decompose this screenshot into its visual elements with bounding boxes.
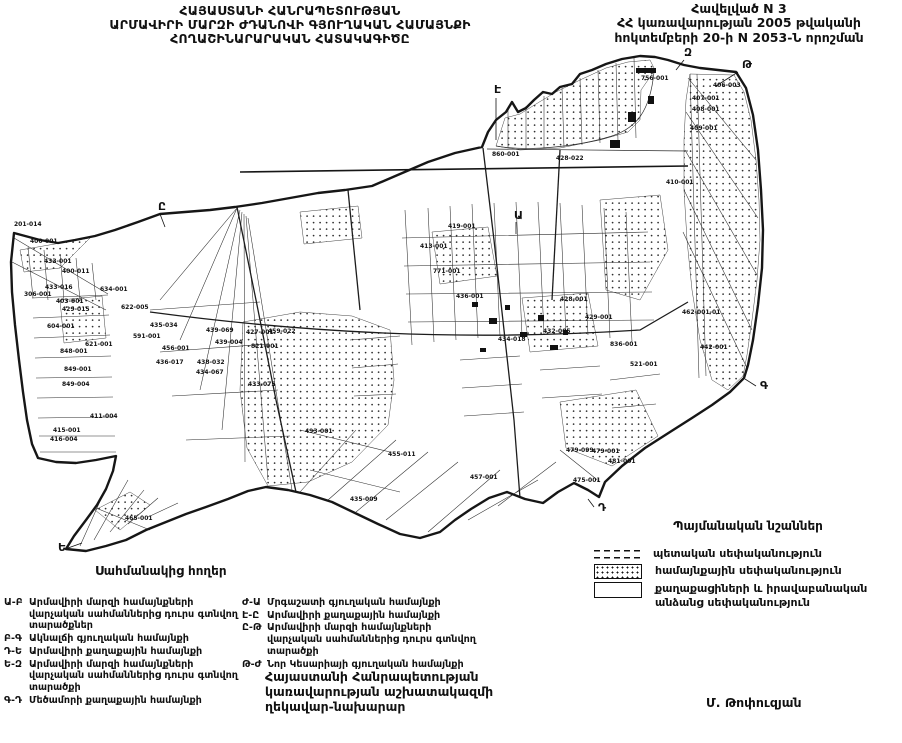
parcel-label: 756-001	[641, 75, 669, 82]
parcel-label: 409-001	[690, 125, 718, 132]
adjacent-item-text: Արմավիրի մարզի համայնքների վարչական սահմաններից դուրս գտնվող տարածքի	[29, 658, 238, 693]
map-title	[88, 4, 492, 46]
boundary-code: Թ-Ժ	[242, 658, 262, 670]
parcel-label: 428-001	[560, 296, 588, 303]
office-line-1: Հայաստանի Հանրապետության	[265, 669, 479, 684]
parcel-label: 406-003	[713, 82, 741, 89]
adjacent-item	[4, 659, 242, 694]
legend-item-state	[594, 547, 902, 561]
parcel-label: 429-001	[585, 314, 613, 321]
parcel-label: 435-009	[350, 496, 378, 503]
boundary-letter: Է	[494, 83, 502, 96]
parcel-label: 439-069	[206, 327, 234, 334]
parcel-label: 435-034	[150, 322, 178, 329]
parcel-label: 439-004	[215, 339, 243, 346]
adjacent-item	[4, 695, 242, 707]
parcel-label: 455-011	[388, 451, 416, 458]
adjacent-item-text: Արմավիրի քաղաքային համայնքի	[267, 609, 441, 621]
boundary-letter: Զ	[684, 46, 693, 59]
parcel-label: 433-001	[44, 258, 72, 265]
letter-connectors	[68, 60, 756, 548]
parcel-lines	[12, 58, 758, 546]
boundary-letter: Ը	[158, 200, 166, 213]
parcel-label: 475-001	[573, 477, 601, 484]
signatory-name: Մ. Թոփուզյան	[706, 695, 802, 710]
parcel-label: 465-001	[125, 515, 153, 522]
parcel-label: 306-001	[24, 291, 52, 298]
legend-item-label: պետական սեփականություն	[653, 547, 822, 560]
dotted-fill-swatch-icon	[594, 564, 642, 579]
parcel-label: 411-004	[90, 413, 118, 420]
boundary-letter: Գ	[760, 379, 769, 392]
annex-line-1: Հավելված N 3	[691, 1, 787, 16]
annex-line-2: ՀՀ կառավարության 2005 թվականի	[617, 15, 861, 31]
parcel-label: 434-067	[196, 369, 224, 376]
parcel-label: 428-022	[556, 155, 584, 162]
legend-item-label: քաղաքացիների և իրավաբանական անձանց սեփականություն	[655, 581, 868, 609]
parcel-label: 410-001	[666, 179, 694, 186]
strip-parcel	[240, 149, 688, 172]
boundary-letter: Դ	[598, 501, 607, 514]
adjacent-item	[242, 597, 482, 609]
parcel-label: 481-001	[608, 458, 636, 465]
annex-reference	[578, 2, 900, 45]
parcel-label: 621-001	[85, 341, 113, 348]
parcel-label: 415-001	[53, 427, 81, 434]
adjacent-item-text: Մրգաշատի գյուղական համայնքի	[267, 597, 441, 608]
parcel-label: 408-001	[692, 106, 720, 113]
parcel-label: 400-011	[62, 268, 90, 275]
parcel-label: 591-001	[133, 333, 161, 340]
parcel-label: 403-001	[56, 298, 84, 305]
adjacent-item-text: Ակնալճի գյուղական համայնքի	[29, 633, 189, 645]
parcel-label: 436-017	[156, 359, 184, 366]
parcel-label: 434-018	[498, 336, 526, 343]
legend-heading: Պայմանական նշաններ	[673, 519, 823, 533]
adjacent-item	[242, 610, 482, 622]
annex-line-3: հոկտեմբերի 20-ի N 2053-Ն որոշման	[614, 29, 864, 45]
parcel-label: 407-001	[692, 95, 720, 102]
parcel-label: 416-004	[50, 436, 78, 443]
legend-item-private	[594, 582, 902, 610]
parcel-label: 604-001	[47, 323, 75, 330]
map-boundary-letters-layer	[58, 46, 769, 554]
parcel-label: 860-001	[492, 151, 520, 158]
boundary-letter: Ա	[514, 209, 523, 222]
parcel-label: 459-022	[268, 328, 296, 335]
parcel-label: 433-075	[248, 381, 276, 388]
stippled-regions	[20, 60, 760, 530]
adjacent-lands-left-column	[4, 597, 242, 707]
boundary-code: Ե-Զ	[4, 658, 23, 670]
parcel-label: 457-001	[470, 474, 498, 481]
parcel-label: 479-099	[566, 447, 594, 454]
map-parcel-labels-layer	[14, 75, 741, 522]
parcel-label: 201-014	[14, 221, 42, 228]
adjacent-item	[4, 597, 242, 632]
adjacent-lands-heading: Սահմանակից հողեր	[95, 564, 227, 578]
boundary-code: Ը-Թ	[242, 622, 262, 634]
parcel-label: 400-001	[30, 238, 58, 245]
boundary-code: Ա-Բ	[4, 597, 23, 608]
parcel-label: 413-001	[420, 243, 448, 250]
parcel-label: 521-001	[630, 361, 658, 368]
adjacent-item-text: Մեծամորի քաղաքային համայնքի	[29, 694, 202, 706]
parcel-label: 493-001	[305, 428, 333, 435]
parcel-label: 438-032	[197, 359, 225, 366]
boundary-code: Գ-Դ	[4, 694, 22, 706]
boundary-code: Բ-Գ	[4, 633, 22, 645]
legend-item-label: համայնքային սեփականություն	[655, 563, 842, 577]
boundary-code: Դ-Ե	[4, 645, 22, 657]
adjacent-item-text: Արմավիրի մարզի համայնքների վարչական սահմաններից դուրս գտնվող տարածքներ	[29, 597, 238, 632]
parcel-label: 849-001	[64, 366, 92, 373]
parcel-label: 462-001-01	[682, 309, 721, 316]
parcel-label: 622-005	[121, 304, 149, 311]
parcel-label: 429-015	[62, 306, 90, 313]
adjacent-item-text: Արմավիրի քաղաքային համայնքի	[29, 645, 203, 657]
adjacent-item	[4, 633, 242, 645]
parcel-label: 848-001	[60, 348, 88, 355]
signing-office	[265, 669, 525, 714]
office-line-3: ղեկավար-նախարար	[265, 699, 406, 714]
outline-box-swatch-icon	[594, 582, 642, 598]
map-legend	[594, 519, 902, 612]
adjacent-item	[4, 646, 242, 658]
parcel-label: 821-001	[251, 343, 279, 350]
parcel-label: 634-001	[100, 286, 128, 293]
boundary-letter: Ե	[58, 541, 67, 554]
adjacent-item-text: Արմավիրի մարզի համայնքների վարչական սահմաններից դուրս գտնվող տարածքի	[267, 622, 476, 657]
parcel-label: 771-001	[433, 268, 461, 275]
parcel-label: 419-001	[448, 223, 476, 230]
legend-item-community	[594, 564, 902, 579]
parcel-label: 836-001	[610, 341, 638, 348]
title-line-2: ԱՐՄԱՎԻՐԻ ՄԱՐԶԻ ԺԴԱՆՈՎԻ ԳՅՈՒՂԱԿԱՆ ՀԱՄԱՅՆՔԻ	[109, 17, 471, 32]
parcel-label: 427-001	[246, 329, 274, 336]
parcel-label: 456-001	[162, 345, 190, 352]
parcel-label: 442-001	[700, 344, 728, 351]
title-line-3: ՀՈՂԱՇԻՆԱՐԱՐԱԿԱՆ ՀԱՏԱԿԱԳԻԾԸ	[170, 31, 410, 46]
adjacent-item	[242, 622, 482, 657]
parcel-label: 849-004	[62, 381, 90, 388]
adjacent-item-text: Նոր Կեսարիայի գյուղական համայնքի	[267, 658, 464, 670]
office-line-2: կառավարության աշխատակազմի	[265, 684, 494, 699]
title-line-1: ՀԱՅԱՍՏԱՆԻ ՀԱՆՐԱՊԵՏՈՒԹՅԱՆ	[179, 3, 401, 18]
boundary-code: Է-Ը	[242, 609, 260, 621]
parcel-label: 433-016	[45, 284, 73, 291]
parcel-label: 479-001	[592, 448, 620, 455]
parcel-label: 436-001	[456, 293, 484, 300]
dashed-lines-swatch-icon	[594, 547, 640, 560]
boundary-letter: Թ	[742, 58, 752, 71]
boundary-code: Ժ-Ա	[242, 597, 261, 608]
parcel-label: 432-005	[543, 328, 571, 335]
